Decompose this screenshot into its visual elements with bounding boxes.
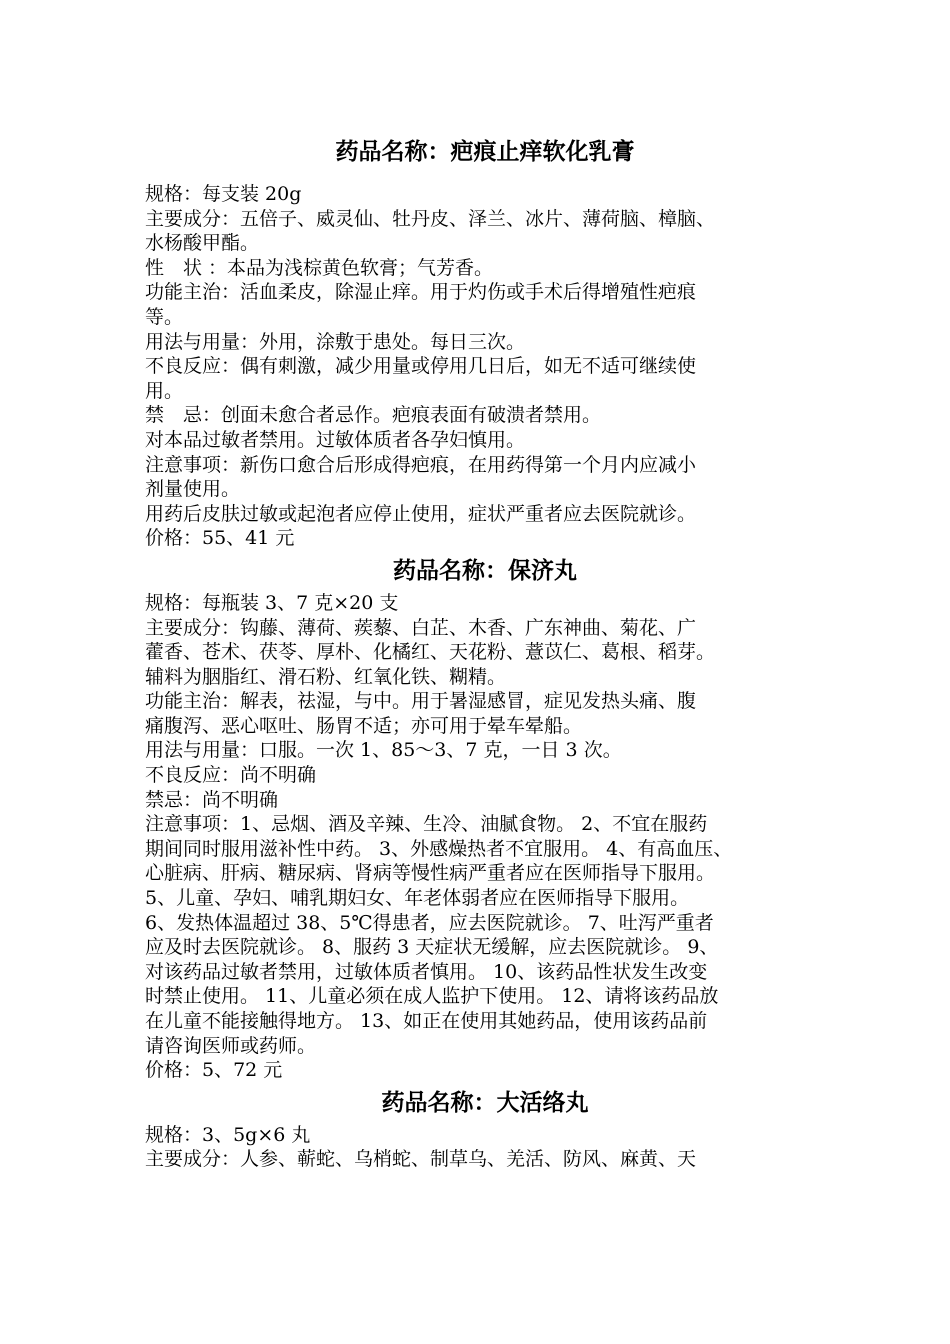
drug-text-line: 功能主治：解表，祛湿，与中。用于暑湿感冒，症见发热头痛、腹 [145,690,697,713]
drug-text-line: 藿香、苍术、茯苓、厚朴、化橘红、天花粉、薏苡仁、葛根、稻芽。 [145,641,716,664]
drug-text-line: 规格：每支装 20g [145,183,302,205]
drug-text-line: 在儿童不能接触得地方。 13、如正在使用其她药品，使用该药品前 [145,1010,708,1032]
drug-title: 药品名称：疤痕止痒软化乳膏 [335,138,635,165]
drug-text-line: 禁 忌：创面未愈合者忌作。疤痕表面有破溃者禁用。 [145,404,602,427]
drug-title: 药品名称：保济丸 [393,556,577,584]
drug-text-line: 等。 [145,305,184,328]
document-page [145,132,825,1172]
drug-text-line: 禁忌：尚不明确 [145,788,279,811]
drug-text-line: 心脏病、肝病、糖尿病、肾病等慢性病严重者应在医师指导下服用。 [145,862,716,885]
drug-text-line: 6、发热体温超过 38、5℃得患者，应去医院就诊。 7、吐泻严重者 [145,911,714,934]
drug-section [145,132,825,551]
drug-text-line: 注意事项：新伤口愈合后形成得疤痕，在用药得第一个月内应减小 [145,453,697,476]
drug-text-line: 价格：55、41 元 [145,527,295,550]
drug-text-line: 水杨酸甲酯。 [145,232,260,255]
drug-text-line: 请咨询医师或药师。 [145,1034,317,1057]
drug-text-line: 剂量使用。 [145,478,241,501]
drug-section [145,1083,825,1172]
drug-text-line: 期间同时服用滋补性中药。 3、外感燥热者不宜服用。 4、有高血压、 [145,837,733,860]
drug-text-line: 功能主治：活血柔皮，除湿止痒。用于灼伤或手术后得增殖性疤痕 [145,281,697,304]
drug-text-line: 用药后皮肤过敏或起泡者应停止使用，症状严重者应去医院就诊。 [145,502,697,525]
drug-text-line: 时禁止使用。 11、儿童必须在成人监护下使用。 12、请将该药品放 [145,985,719,1008]
drug-text-line: 主要成分：钩藤、薄荷、蒺藜、白芷、木香、广东神曲、菊花、广 [145,616,697,639]
drug-text-line: 痛腹泻、恶心呕吐、肠胃不适；亦可用于晕车晕船。 [145,714,583,737]
drug-text-line: 5、儿童、孕妇、哺乳期妇女、年老体弱者应在医师指导下服用。 [145,887,690,910]
drug-text-line: 注意事项：1、忌烟、酒及辛辣、生冷、油腻食物。 2、不宜在服药 [145,813,708,836]
drug-text-line: 价格：5、72 元 [145,1059,283,1082]
drug-text-line: 用法与用量：外用，涂敷于患处。每日三次。 [145,330,526,353]
drug-text-line: 规格：3、5g×6 丸 [145,1123,311,1146]
drug-text-line: 不良反应：偶有刺激，减少用量或停用几日后，如无不适可继续使 [145,355,697,378]
drug-text-line: 规格：每瓶装 3、7 克×20 支 [145,591,399,614]
drug-title: 药品名称：大活络丸 [381,1088,589,1116]
drug-text-line: 辅料为胭脂红、滑石粉、红氧化铁、糊精。 [145,665,507,688]
drug-text-line: 用。 [145,379,184,402]
drug-text-line: 主要成分：五倍子、威灵仙、牡丹皮、泽兰、冰片、薄荷脑、樟脑、 [145,207,716,230]
drug-text-line: 对该药品过敏者禁用，过敏体质者慎用。 10、该药品性状发生改变 [145,960,708,983]
drug-text-line: 主要成分：人参、蕲蛇、乌梢蛇、制草乌、羌活、防风、麻黄、天 [145,1148,697,1171]
drug-text-line: 对本品过敏者禁用。过敏体质者各孕妇慎用。 [145,428,526,451]
drug-text-line: 应及时去医院就诊。 8、服药 3 天症状无缓解，应去医院就诊。 9、 [145,936,719,959]
drug-text-line: 不良反应：尚不明确 [145,764,317,787]
drug-text-line: 性 状 ：本品为浅棕黄色软膏；气芳香。 [145,256,494,279]
drug-text-line: 用法与用量：口服。一次 1、85～3、7 克，一日 3 次。 [145,739,622,762]
drug-section [145,551,825,1083]
